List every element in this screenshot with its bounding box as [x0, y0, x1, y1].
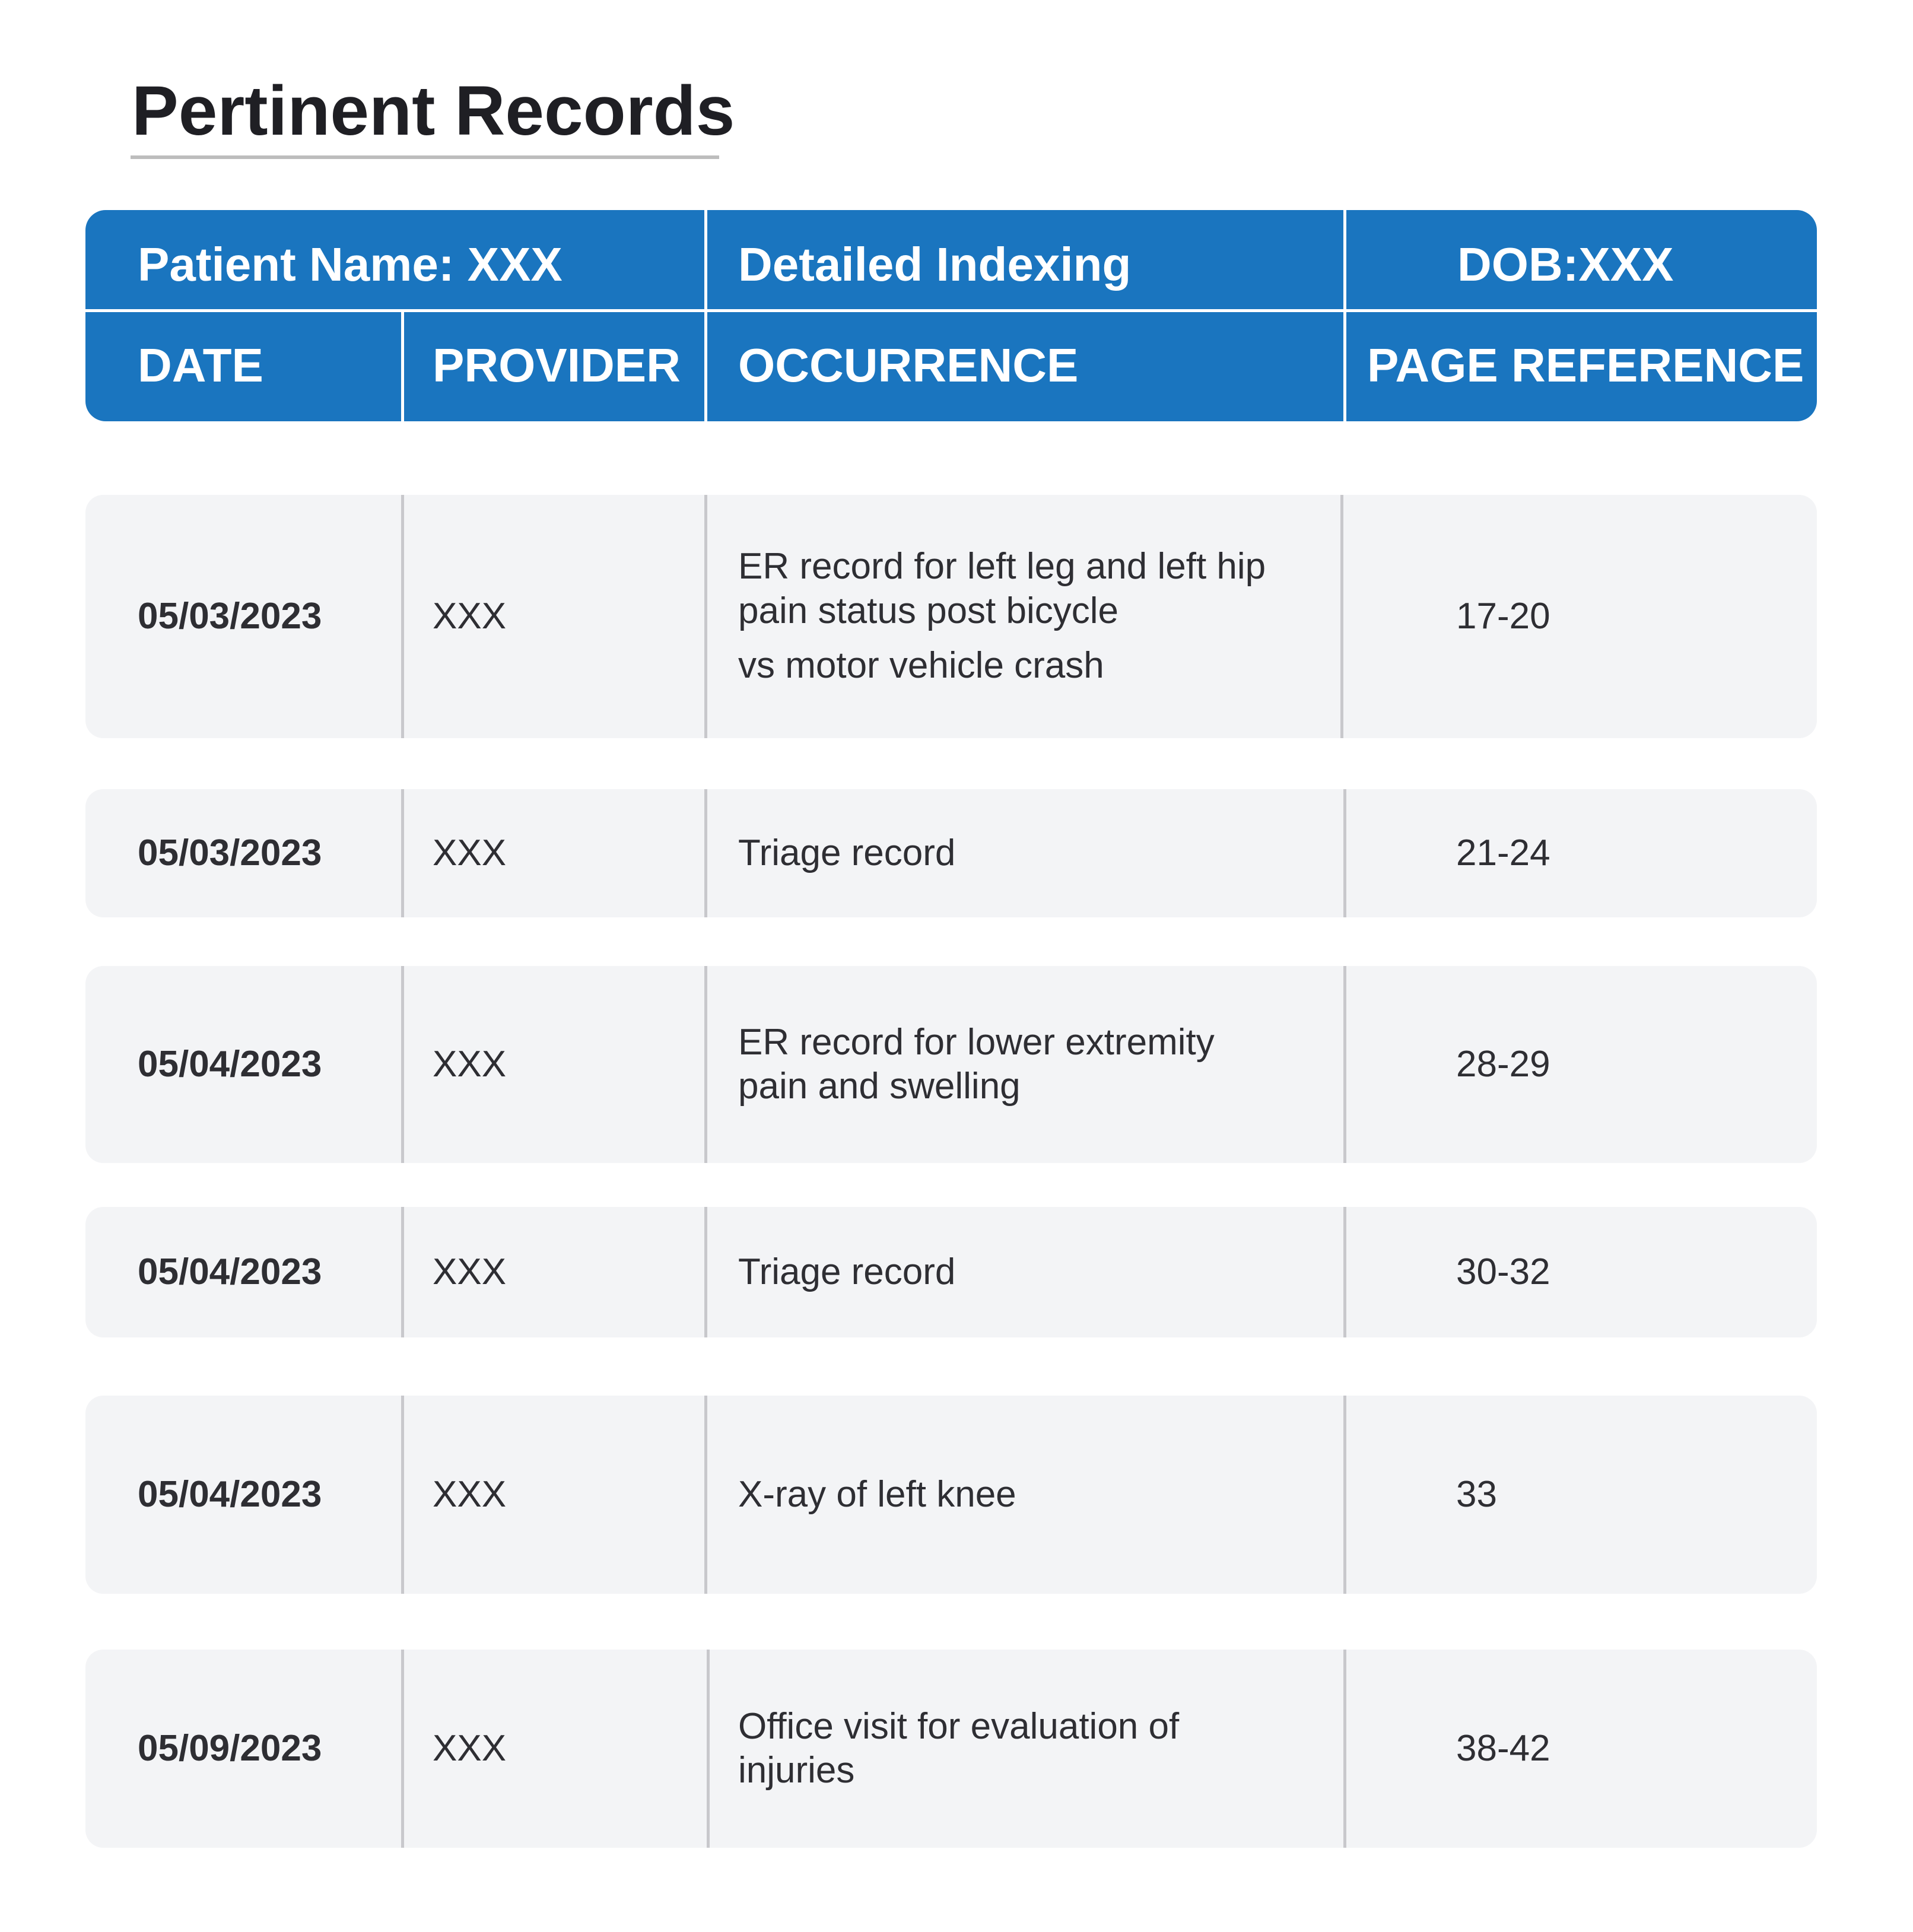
table-row — [85, 789, 1817, 917]
row-divider — [704, 789, 707, 917]
header-divider-provider — [401, 312, 404, 421]
cell-occurrence — [738, 789, 1332, 917]
cell-date: 05/03/2023 — [138, 595, 322, 637]
cell-date: 05/04/2023 — [138, 1043, 322, 1085]
column-header-page-reference: PAGE REFERENCE — [1367, 339, 1804, 392]
row-divider — [704, 495, 707, 738]
cell-provider: XXX — [433, 595, 507, 637]
cell-occurrence — [738, 1207, 1332, 1337]
patient-name-label: Patient Name: XXX — [138, 238, 563, 291]
row-divider — [401, 1650, 404, 1848]
header-divider-occurrence — [704, 210, 707, 421]
occurrence-line: injuries — [738, 1750, 855, 1791]
row-divider — [401, 1207, 404, 1337]
cell-occurrence — [738, 1396, 1332, 1594]
cell-page-reference: 38-42 — [1456, 1727, 1550, 1769]
row-divider — [1340, 495, 1343, 738]
row-divider — [1343, 966, 1346, 1163]
cell-date: 05/04/2023 — [138, 1251, 322, 1292]
row-divider — [401, 789, 404, 917]
occurrence-line: Office visit for evaluation of — [738, 1705, 1180, 1747]
row-divider — [704, 1207, 707, 1337]
occurrence-line: Triage record — [738, 1251, 956, 1292]
cell-provider: XXX — [433, 1473, 507, 1515]
row-divider — [401, 966, 404, 1163]
cell-page-reference: 28-29 — [1456, 1043, 1550, 1085]
table-header — [85, 210, 1817, 421]
occurrence-line: ER record for lower extremity — [738, 1021, 1215, 1063]
column-header-date: DATE — [138, 339, 263, 392]
row-divider — [1343, 1207, 1346, 1337]
cell-date: 05/04/2023 — [138, 1473, 322, 1515]
row-divider — [1343, 1650, 1346, 1848]
cell-page-reference: 33 — [1456, 1473, 1497, 1515]
occurrence-line: X-ray of left knee — [738, 1473, 1016, 1515]
table-row — [85, 1207, 1817, 1337]
header-divider-page — [1343, 210, 1346, 421]
row-divider — [1343, 1396, 1346, 1594]
cell-date: 05/09/2023 — [138, 1727, 322, 1769]
cell-provider: XXX — [433, 1251, 507, 1292]
column-header-provider: PROVIDER — [433, 339, 681, 392]
occurrence-line: vs motor vehicle crash — [738, 645, 1104, 687]
row-divider — [401, 1396, 404, 1594]
table-row — [85, 1650, 1817, 1848]
table-row — [85, 495, 1817, 738]
occurrence-line: ER record for left leg and left hip — [738, 546, 1266, 587]
cell-occurrence — [738, 966, 1332, 1163]
occurrence-line: pain status post bicycle — [738, 590, 1119, 631]
row-divider — [704, 1396, 707, 1594]
occurrence-line: Triage record — [738, 832, 956, 873]
cell-provider: XXX — [433, 832, 507, 873]
column-header-occurrence: OCCURRENCE — [738, 339, 1079, 392]
page-title: Pertinent Records — [132, 72, 735, 150]
row-divider — [1343, 789, 1346, 917]
cell-provider: XXX — [433, 1043, 507, 1085]
cell-occurrence — [738, 1650, 1332, 1848]
table-row — [85, 966, 1817, 1163]
title-underline — [131, 155, 719, 159]
header-divider — [85, 309, 1817, 312]
row-divider — [704, 966, 707, 1163]
dob-label: DOB:XXX — [1457, 238, 1674, 291]
table-row — [85, 1396, 1817, 1594]
indexing-label: Detailed Indexing — [738, 238, 1132, 291]
row-divider — [401, 495, 404, 738]
occurrence-line: pain and swelling — [738, 1066, 1021, 1107]
cell-page-reference: 17-20 — [1456, 595, 1550, 637]
cell-occurrence — [738, 495, 1332, 738]
cell-page-reference: 30-32 — [1456, 1251, 1550, 1292]
row-divider — [707, 1650, 710, 1848]
cell-date: 05/03/2023 — [138, 832, 322, 873]
cell-provider: XXX — [433, 1727, 507, 1769]
cell-page-reference: 21-24 — [1456, 832, 1550, 873]
